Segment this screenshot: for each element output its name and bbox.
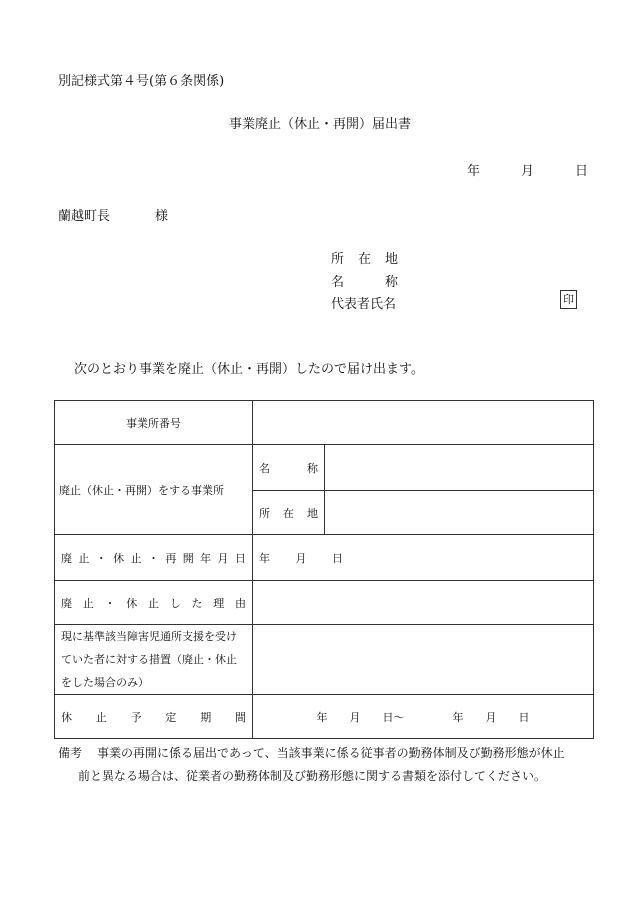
document-title: 事業廃止（休止・再開）届出書 — [229, 117, 412, 132]
date-value[interactable]: 年 月 日 — [253, 535, 594, 581]
note-line-2: 前と異なる場合は、従業者の勤務体制及び勤務形態に関する書類を添付してください。 — [78, 769, 547, 783]
table-row — [55, 401, 594, 445]
table-row — [55, 625, 594, 695]
office-number-value[interactable] — [253, 401, 594, 445]
reason-value[interactable] — [253, 581, 594, 625]
period-label: 休 止 予 定 期 間 — [55, 695, 253, 739]
office-address-label: 所 在 地 — [253, 491, 325, 535]
date-day: 日 — [575, 164, 589, 179]
office-label: 廃止（休止・再開）をする事業所 — [55, 445, 253, 535]
period-value[interactable]: 年 月 日〜 年 月 日 — [253, 695, 594, 739]
table-row — [55, 445, 594, 491]
office-name-value[interactable] — [325, 445, 594, 491]
office-address-value[interactable] — [325, 491, 594, 535]
note-line-1: 事業の再開に係る届出であって、当該事業に係る従事者の勤務体制及び勤務形態が休止 — [97, 746, 565, 760]
applicant-name-label: 名 称 — [331, 275, 398, 290]
date-year: 年 — [467, 164, 481, 179]
note-label: 備考 — [58, 746, 83, 760]
table-row — [55, 695, 594, 739]
form-number: 別記様式第４号(第６条関係) — [58, 74, 225, 89]
seal-mark: 印 — [560, 290, 577, 309]
date-month: 月 — [521, 164, 535, 179]
applicant-rep-label: 代表者氏名 — [331, 297, 397, 312]
office-number-label: 事業所番号 — [55, 401, 253, 445]
intro-text: 次のとおり事業を廃止（休止・再開）したので届け出ます。 — [74, 362, 424, 377]
office-name-label: 名 称 — [253, 445, 325, 491]
date-label: 廃 止 ・ 休 止 ・ 再 開 年 月 日 — [55, 535, 253, 581]
table-row — [55, 581, 594, 625]
notification-table — [54, 400, 594, 739]
measures-value[interactable] — [253, 625, 594, 695]
measures-label: 現に基準該当障害児通所支援を受けていた者に対する措置（廃止・休止をした場合のみ） — [55, 625, 253, 695]
addressee-name: 蘭越町長 — [58, 209, 111, 224]
addressee-honorific: 様 — [155, 209, 169, 224]
applicant-address-label: 所 在 地 — [331, 252, 398, 267]
reason-label: 廃 止 ・ 休 止 し た 理 由 — [55, 581, 253, 625]
table-row — [55, 535, 594, 581]
